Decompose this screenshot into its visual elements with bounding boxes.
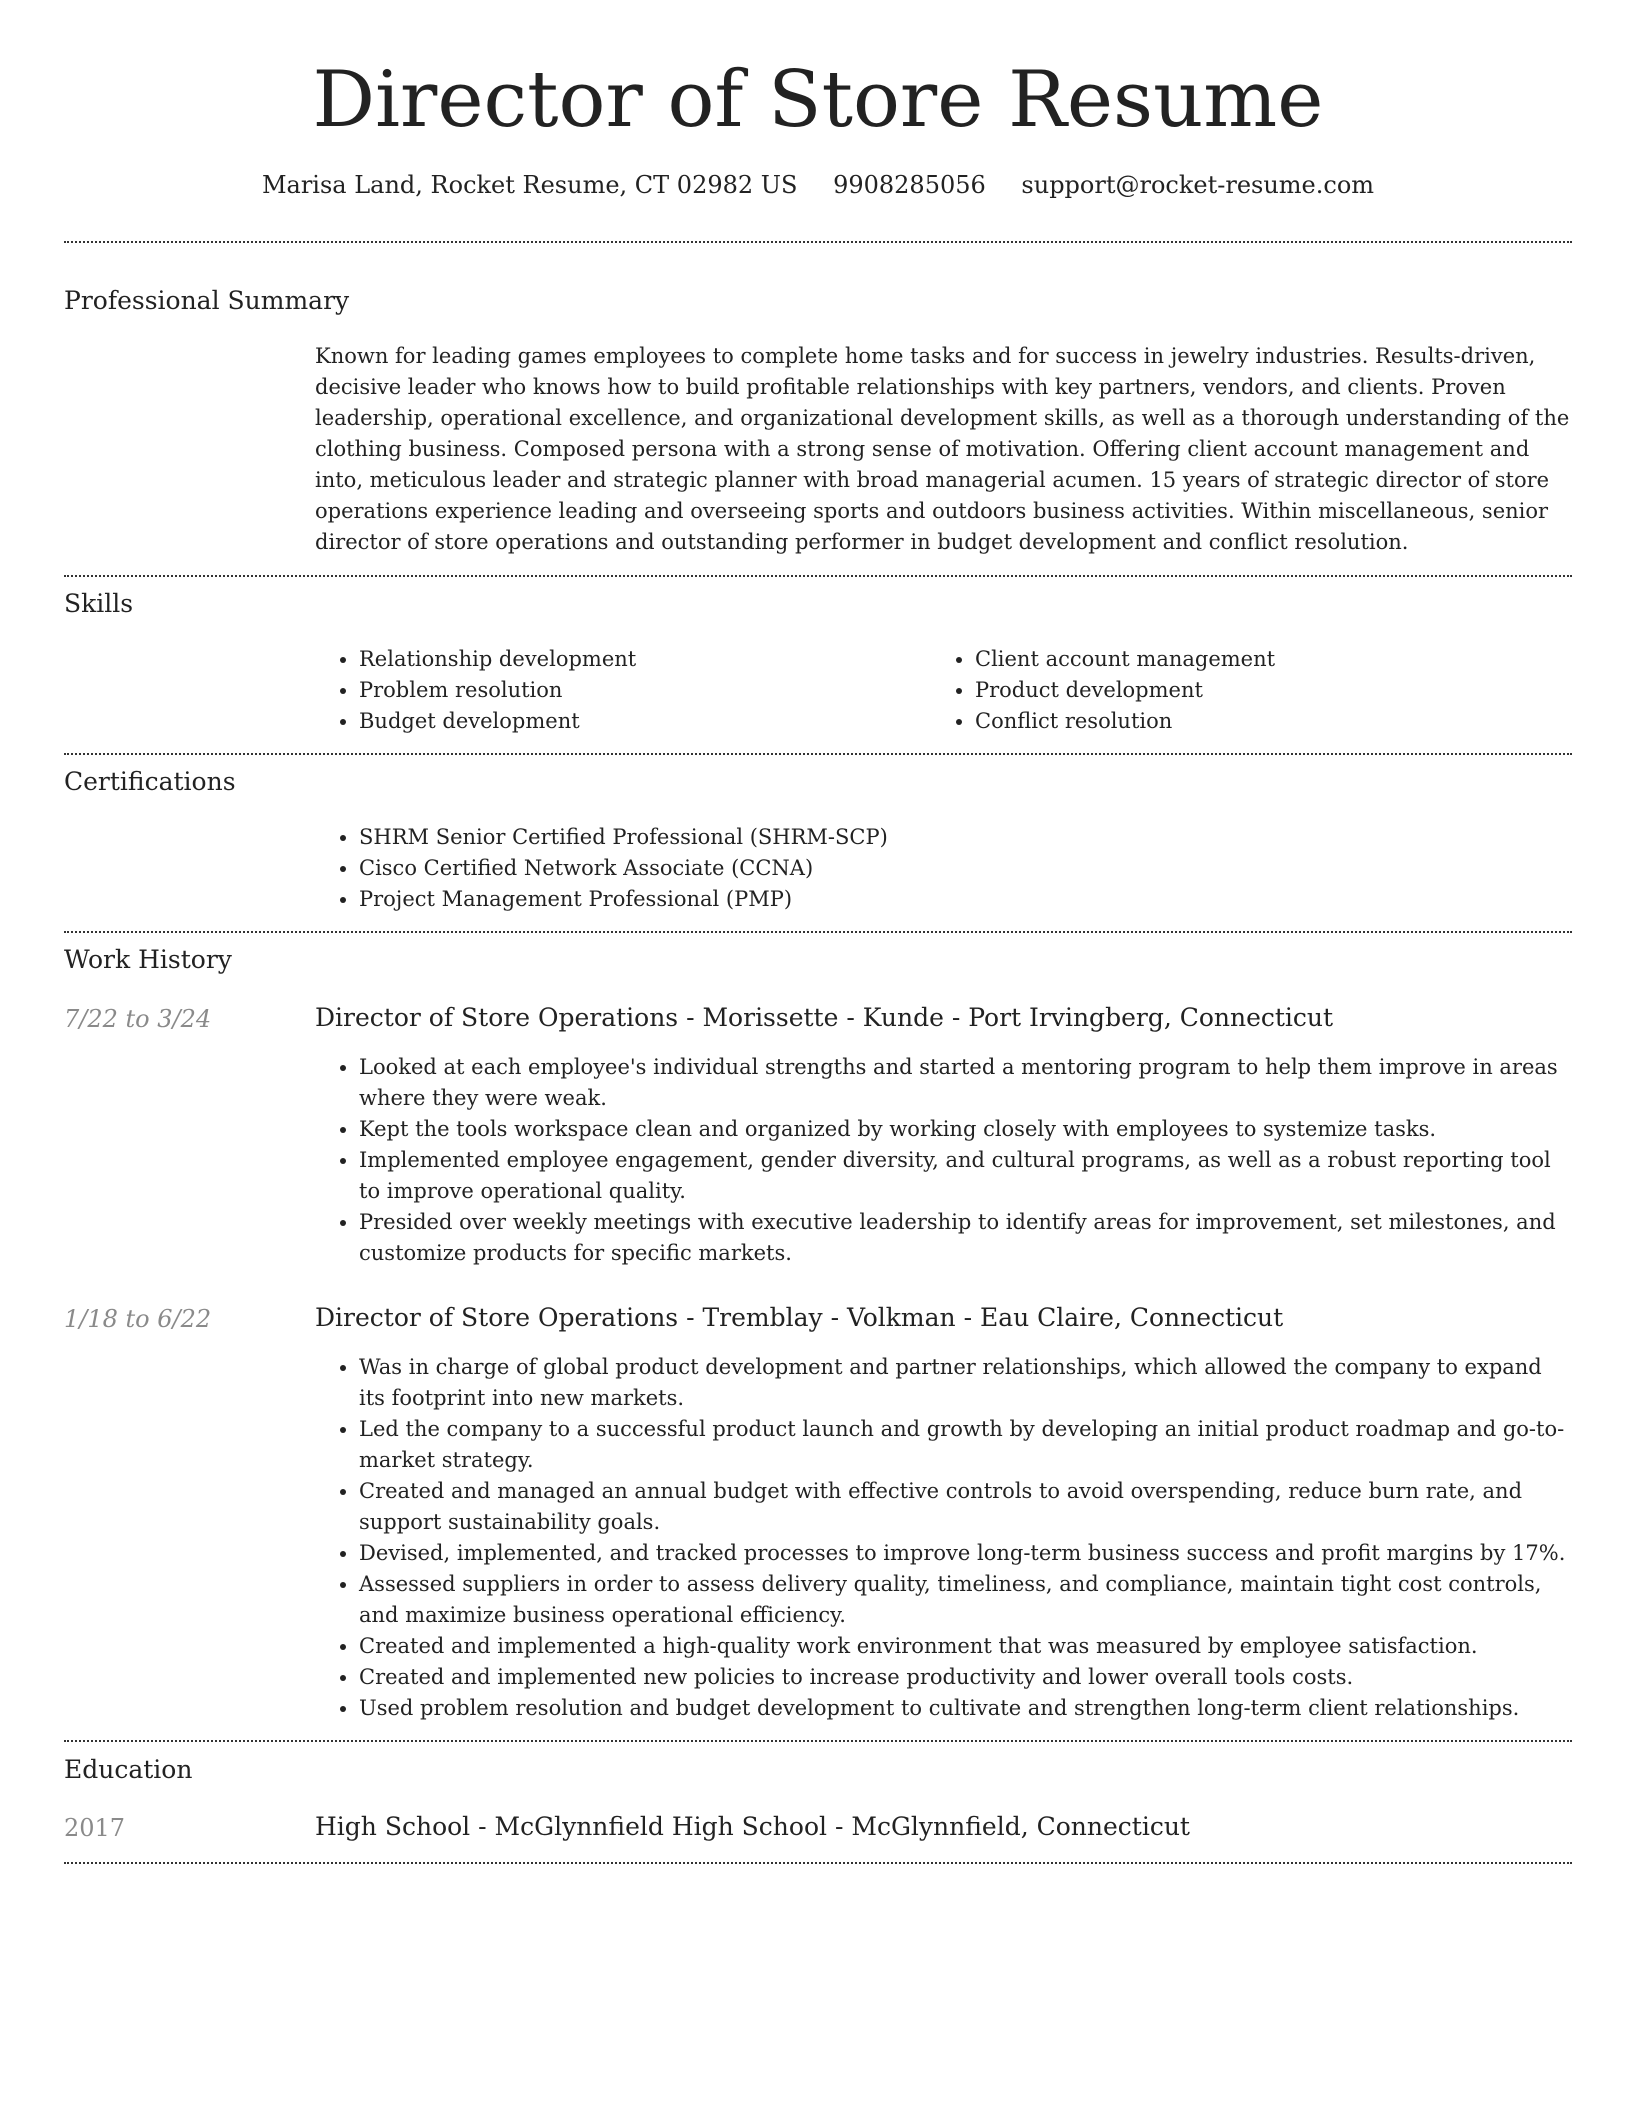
section-divider (64, 241, 1572, 243)
contact-email: support@rocket-resume.com (1021, 171, 1375, 199)
list-item: • Budget development (359, 706, 929, 737)
list-item: • Conflict resolution (975, 706, 1575, 737)
contact-line (64, 168, 1572, 202)
list-item: • Kept the tools workspace clean and organized by working closely with employees to systemize tasks. (359, 1114, 1572, 1145)
list-item: • Cisco Certified Network Associate (CCNA) (359, 853, 1559, 884)
job-bullets (315, 1352, 1572, 1724)
section-divider (64, 931, 1572, 933)
education-heading: Education (64, 1755, 193, 1784)
work-heading: Work History (64, 945, 232, 974)
job-dates: 7/22 to 3/24 (64, 1005, 212, 1033)
job-bullets (315, 1052, 1572, 1269)
list-item: • Created and implemented new policies to increase productivity and lower overall tools costs. (359, 1662, 1572, 1693)
certifications-heading: Certifications (64, 767, 236, 796)
section-divider (64, 753, 1572, 755)
summary-text: Known for leading games employees to complete home tasks and for success in jewelry industries. Results-driven, decisive leader who knows how to build profitable relationships with key partners, vendors, and clients. Proven leadership, operational excellence, and organizational development skills, as well as a thorough understanding of the clothing business. Composed persona with a strong sense of motivation. Offering client account management and into, meticulous leader and strategic planner with broad managerial acumen. 15 years of strategic director of store operations experience leading and overseeing sports and outdoors business activities. Within miscellaneous, senior director of store operations and outstanding performer in budget development and conflict resolution. (315, 344, 1570, 554)
skills-heading: Skills (64, 589, 134, 618)
list-item: • Created and managed an annual budget with effective controls to avoid overspending, reduce burn rate, and support sustainability goals. (359, 1476, 1572, 1538)
skills-list-left (315, 644, 929, 737)
list-item: • Was in charge of global product development and partner relationships, which allowed the company to expand its footprint into new markets. (359, 1352, 1572, 1414)
job-dates: 1/18 to 6/22 (64, 1305, 212, 1333)
list-item: • Created and implemented a high-quality work environment that was measured by employee satisfaction. (359, 1631, 1572, 1662)
list-item: • Assessed suppliers in order to assess delivery quality, timeliness, and compliance, maintain tight cost controls, and maximize business operational efficiency. (359, 1569, 1572, 1631)
list-item: • Implemented employee engagement, gender diversity, and cultural programs, as well as a robust reporting tool to improve operational quality. (359, 1145, 1572, 1207)
job-title: Director of Store Operations - Tremblay - Volkman - Eau Claire, Connecticut (315, 1303, 1284, 1332)
section-divider (64, 1740, 1572, 1742)
list-item: • Product development (975, 675, 1575, 706)
list-item: • Devised, implemented, and tracked processes to improve long-term business success and profit margins by 17%. (359, 1538, 1572, 1569)
list-item: • Looked at each employee's individual strengths and started a mentoring program to help them improve in areas where they were weak. (359, 1052, 1572, 1114)
list-item: • Client account management (975, 644, 1575, 675)
list-item: • Led the company to a successful product launch and growth by developing an initial product roadmap and go-to-market strategy. (359, 1414, 1572, 1476)
list-item: • Presided over weekly meetings with executive leadership to identify areas for improvement, set milestones, and customize products for specific markets. (359, 1207, 1572, 1269)
list-item: • Problem resolution (359, 675, 929, 706)
skills-list-right (931, 644, 1575, 737)
section-divider (64, 1862, 1572, 1864)
certifications-list (315, 822, 1559, 915)
list-item: • Project Management Professional (PMP) (359, 884, 1559, 915)
summary-heading: Professional Summary (64, 286, 350, 315)
education-year: 2017 (64, 1814, 126, 1842)
list-item: • Used problem resolution and budget development to cultivate and strengthen long-term client relationships. (359, 1693, 1572, 1724)
page-title: Director of Store Resume (312, 55, 1324, 145)
list-item: • Relationship development (359, 644, 929, 675)
education-title: High School - McGlynnfield High School - McGlynnfield, Connecticut (315, 1812, 1190, 1841)
list-item: • SHRM Senior Certified Professional (SHRM-SCP) (359, 822, 1559, 853)
job-title: Director of Store Operations - Morissette - Kunde - Port Irvingberg, Connecticut (315, 1003, 1334, 1032)
contact-phone: 9908285056 (833, 171, 986, 199)
contact-address: Marisa Land, Rocket Resume, CT 02982 US (261, 171, 798, 199)
section-divider (64, 575, 1572, 577)
